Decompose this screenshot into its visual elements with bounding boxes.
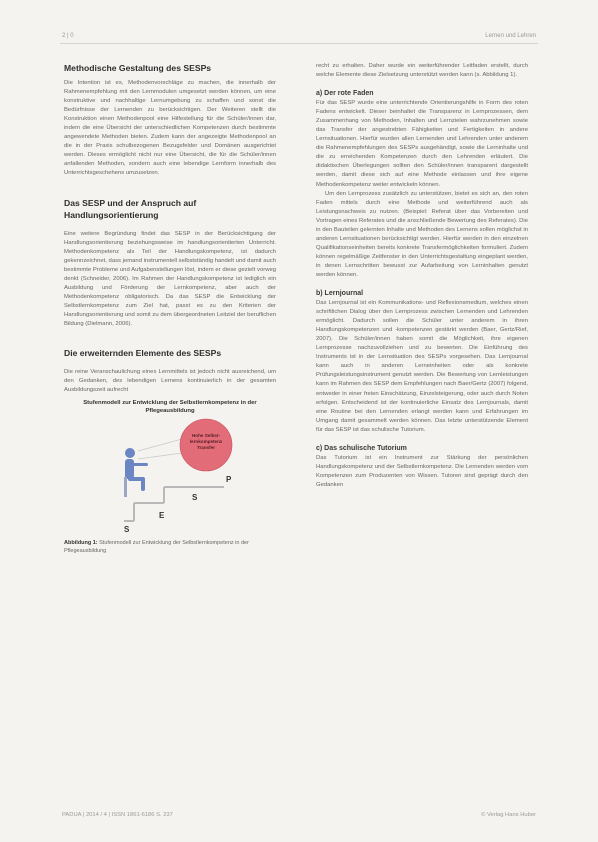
section-heading-methodische: Methodische Gestaltung des SESPs: [64, 63, 212, 73]
paragraph-roter-faden-1: Für das SESP wurde eine unterrichtende Orientierungshilfe in Form des roten Fadens entwickelt. Dieser beinhaltet die Transparenz in Lernprozessen, dem Zusammenhang von Methoden, Inhalten und Lernzielen wahrzunehmen sowie das Transfer der angestrebten Fähigkeiten und Fertigkeiten in andere Lernsituationen. Hierfür wurden allen Lernenden und Lehrenden unter anderem die Rahmenempfehlungen des SESPs ausgehändigt, sowie die Lerninhalte und die zu erreichenden Kompetenzen durch den Lehrenden erläutert. Die didaktischen Überlegungen sollten den Schüler/innen transparent dargestellt werden, damit diese sich auf eine Methode einlassen und ihre eigene Methodenkompetenz weiter entwickeln können.: [316, 100, 528, 188]
footer-publisher: © Verlag Hans Huber: [481, 812, 536, 818]
paragraph-lernjournal: Das Lernjournal ist ein Kommunikations- und Reflexionsmedium, welches einen schriftlichen Dialog über den Lernprozess zwischen Lernenden und Lehrenden ermöglicht. Dadurch sollen die Schüler unter anderem in ihren Handlungskompetenzen und -kompetenzen gestärkt werden (Baer, Gertz/Rief, 2007). Die Schüler/innen haben somit die Möglichkeit, ihre eigenen Lernprozesse nachzuvollziehen und zu bewerten. Die Einführung des Instruments ist in der Lernsituation des SESPs vorgesehen. Das Lernjournal kann auch in anderen Lerneinheiten oder als konkrete Prüfungsleistungsinstrument genutzt werden. Die Bewertung von Lernleistungen kann im Rahmen des SESP dem Empfehlungen nach Baer/Gertz (2007) folgend, entweder in einer freien Einschätzung, Einzelsteigerung, oder auch durch Noten erfolgen. Entscheidend ist der kontinuierliche Einsatz des Lernjournals, damit eine Routine bei den Lernenden erlangt werden kann und Erfahrungen im Umgang damit gesammelt werden können. Das letzte unterstützende Element für das SESP ist das schulische Tutorium.: [316, 300, 528, 433]
section-heading-handlungsorientierung: Das SESP und der Anspruch auf Handlungsorientierung: [64, 197, 197, 220]
section-heading-elemente: Die erweiternden Elemente des SESPs: [64, 348, 222, 359]
paragraph-elemente: Die reine Veranschaulichung eines Lernmittels ist jedoch nicht ausreichend, um den Gedanken, des lebendigen Lernens kontinuierlich in der gesamten Ausbildungszeit aufrecht: [64, 369, 276, 394]
figure-caption: Abbildung 1: Stufenmodell zur Entwicklung der Selbstlernkompetenz in der Pflegeausbildung: [64, 540, 249, 555]
running-head: Lernen und Lehren: [485, 33, 536, 39]
paragraph-tutorium: Das Tutorium ist ein Instrument zur Stärkung der persönlichen Handlungskompetenz und der Selbstlernkompetenz. Die Lernenden werden vom Kompetenzen zum Produzenten von Wissen. Tutoren sind geprägt durch den Gedanken: [316, 454, 528, 488]
paragraph-continuation: recht zu erhalten. Daher wurde ein weiterführender Leitfaden erstellt, durch welche Elemente diese Zielsetzung unterstützt werden kann (s. Abbildung 1).: [316, 63, 528, 79]
label-s-lower: S: [124, 525, 130, 535]
header-rule: [60, 43, 538, 44]
paragraph-roter-faden-2: Um den Lernprozess zusätzlich zu unterstützen, bietet es sich an, den roten Faden mittels durch eine Methode und weiterführend auch als Leistungsnachweis zu nutzen. (Beispiel: Referat über das Vorbereiten und Vortragen eines Referates und die anschließende Bewertung des Referates). Die in den Bauteilen gelernten Inhalte und Methoden des Lernens sollen möglichst in anderen Lernsituationen berücksichtigt werden. Hierfür werden in den einzelnen Qualifikationseinheiten bereits konkrete Transfermöglichkeiten formuliert. Zudem können regelmäßige Zeitfenster in den Unterrichtsgestaltung eingeplant werden, in denen Lernschritten bewusst zur Aufarbeitung von Lerninhalten genutzt werden können.: [316, 190, 528, 278]
subheading-roter-faden: a) Der rote Faden: [316, 90, 374, 98]
left-column: [64, 62, 276, 555]
label-s-upper: S: [192, 493, 198, 503]
page-number: 2 | 0: [62, 33, 74, 39]
paragraph-handlungsorientierung: Eine weitere Begründung findet das SESP in der Berücksichtigung der Handlungsorientierung beziehungsweise im handlungsorientierten Unterricht. Methodenkompetenz als Teil der Handlungskompetenz, ist dadurch gekennzeichnet, dass jemand instrumentell selbstständig handelt und damit auch bestimmte Probleme und Aufgabenstellungen löst, indem er diese gezielt vorweg denkt (Schneider, 2006). Im Rahmen der Handlungskompetenz ist lediglich ein Ausbildung und Förderung der Lernkompetenz, aber auch der Methodenkompetenz obligatorisch. Da das SESP die Entwicklung der Selbstlernkompetenz zum Ziel hat, passt es zu den Kriterien der Handlungsorientierung und somit zu dem übergeordneten Leitziel der beruflichen Bildung (Dielmann, 2006).: [64, 230, 276, 327]
figure-stufenmodell: [64, 399, 276, 537]
person-figure-icon: [124, 448, 148, 497]
label-p: P: [226, 475, 232, 485]
footer-journal: PADUA | 2014 / 4 | ISSN 1861-6186 S. 237: [62, 812, 173, 818]
label-e: E: [159, 511, 165, 521]
figure-title: Stufenmodell zur Entwicklung der Selbstlernkompetenz in der Pflegeausbildung: [83, 400, 257, 415]
subheading-tutorium: c) Das schulische Tutorium: [316, 444, 407, 452]
bubble-label: Hohe Selbst- lernkompetenz Transfer: [189, 433, 223, 451]
figure-illustration: [64, 417, 276, 537]
right-column: [316, 62, 528, 490]
paragraph-methodische: Die Intention ist es, Methodenvorschläge zu machen, die innerhalb der Rahmenempfehlung mit den Lernmodulen umgesetzt werden können, um eine konstruktive und nachhaltige Lernumgebung zu schaffen und sonst die Bedürfnisse der Lernenden zu berücksichtigen. Der Weiteren stellt die Konstruktion einen Methodenpool eine Hilfestellung für die Schüler/innen dar, indem die eine Übersicht der unterschiedlichen Kompetenzen durch bestimmte angewendete Methoden bieten. Zudem kann der angezeigte Methodenpool an die in der Praxis schulbezogenen Bezugsfelder und Domänen ausgerichtet werden. Dieses ermöglicht nicht nur eine Übersicht, die für die Schüler/innen anfallenden Methoden, sondern auch eine lebendige Lernform innerhalb des Unterrichtsgeschehens umzusetzen.: [64, 80, 276, 177]
subheading-lernjournal: b) Lernjournal: [316, 290, 364, 298]
thought-line-upper: [138, 439, 182, 451]
thought-line-lower: [138, 453, 182, 459]
